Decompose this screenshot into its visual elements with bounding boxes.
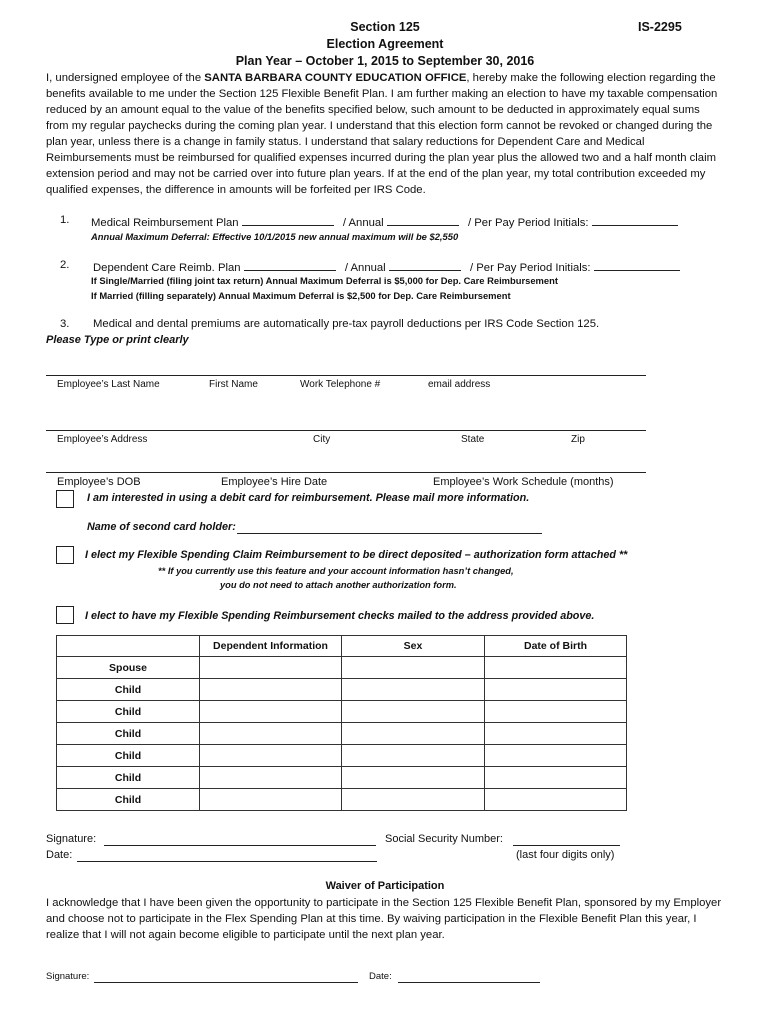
ssn-note: (last four digits only) xyxy=(516,849,615,861)
form-title-plan-year: Plan Year – October 1, 2015 to September 30, 2016 xyxy=(235,54,535,68)
header-dependent-info: Dependent Information xyxy=(200,636,342,657)
dependent-info-cell[interactable] xyxy=(200,723,342,745)
sex-cell[interactable] xyxy=(342,657,485,679)
please-type-note: Please Type or print clearly xyxy=(46,334,189,346)
waiver-title: Waiver of Participation xyxy=(325,880,445,892)
dependent-info-cell[interactable] xyxy=(200,767,342,789)
row-label-spouse: Spouse xyxy=(57,657,200,679)
dob-cell[interactable] xyxy=(485,657,627,679)
row2-line[interactable] xyxy=(46,430,646,431)
sex-cell[interactable] xyxy=(342,789,485,811)
signature-field[interactable] xyxy=(104,845,376,846)
row-label-child: Child xyxy=(57,723,200,745)
table-row xyxy=(57,679,627,701)
work-schedule-label: Employee’s Work Schedule (months) xyxy=(433,476,614,488)
row-label-child: Child xyxy=(57,745,200,767)
table-row xyxy=(57,745,627,767)
direct-deposit-note-2: you do not need to attach another authorization form. xyxy=(220,580,457,590)
medical-initials-field[interactable] xyxy=(592,214,678,226)
direct-deposit-note-1: ** If you currently use this feature and your account information hasn’t changed, xyxy=(158,566,514,576)
dob-cell[interactable] xyxy=(485,701,627,723)
header-relationship xyxy=(57,636,200,657)
direct-deposit-checkbox[interactable] xyxy=(56,546,74,564)
dependent-info-cell[interactable] xyxy=(200,745,342,767)
item-1-label: Medical Reimbursement Plan / Annual / Per Pay Period Initials: xyxy=(91,214,678,229)
form-title-section: Section 125 xyxy=(350,20,420,34)
table-row xyxy=(57,657,627,679)
second-card-holder-field[interactable] xyxy=(237,533,542,534)
sex-cell[interactable] xyxy=(342,701,485,723)
dependent-care-amount-field[interactable] xyxy=(244,259,336,271)
email-label: email address xyxy=(428,379,491,390)
dob-cell[interactable] xyxy=(485,723,627,745)
date-label: Date: xyxy=(46,849,73,861)
dependent-table xyxy=(56,635,627,811)
dob-cell[interactable] xyxy=(485,679,627,701)
table-row xyxy=(57,789,627,811)
item-3-label: Medical and dental premiums are automatically pre-tax payroll deductions per IRS Code Section 125. xyxy=(93,318,600,330)
first-name-label: First Name xyxy=(209,379,258,390)
header-dob: Date of Birth xyxy=(485,636,627,657)
dependent-info-cell[interactable] xyxy=(200,657,342,679)
mailed-checks-option-label: I elect to have my Flexible Spending Reimbursement checks mailed to the address provided above. xyxy=(85,610,595,622)
mailed-checks-checkbox[interactable] xyxy=(56,606,74,624)
debit-card-option-label: I am interested in using a debit card for reimbursement. Please mail more information. xyxy=(87,492,530,504)
work-phone-label: Work Telephone # xyxy=(300,379,381,390)
medical-amount-field[interactable] xyxy=(242,214,334,226)
dependent-care-initials-field[interactable] xyxy=(594,259,680,271)
hire-date-label: Employee’s Hire Date xyxy=(221,476,328,488)
header-sex: Sex xyxy=(342,636,485,657)
date-field[interactable] xyxy=(77,861,377,862)
row-label-child: Child xyxy=(57,701,200,723)
row1-line[interactable] xyxy=(46,375,646,376)
dependent-info-cell[interactable] xyxy=(200,679,342,701)
dependent-table-header xyxy=(57,636,627,657)
dob-cell[interactable] xyxy=(485,745,627,767)
waiver-signature-label: Signature: xyxy=(46,971,90,982)
row-label-child: Child xyxy=(57,789,200,811)
form-id: IS-2295 xyxy=(638,20,682,34)
item-2-note-single: If Single/Married (filing joint tax return) Annual Maximum Deferral is $5,000 for Dep. Care Reimbursement xyxy=(91,275,558,286)
waiver-text: I acknowledge that I have been given the opportunity to participate in the Section 125 Flexible Benefit Plan, sponsored by my Employer and choose not to participate in the Flex Spending Plan at this time. By waiving participation in the Flexible Benefit Plan this year, I realize that I will not again become eligible to participate until the next plan year. xyxy=(46,897,722,941)
city-label: City xyxy=(313,434,331,445)
dob-label: Employee’s DOB xyxy=(57,476,141,488)
dob-cell[interactable] xyxy=(485,789,627,811)
organization-name: SANTA BARBARA COUNTY EDUCATION OFFICE xyxy=(204,72,467,84)
waiver-date-field[interactable] xyxy=(398,982,540,983)
signature-label: Signature: xyxy=(46,833,97,845)
state-label: State xyxy=(461,434,485,445)
dependent-care-annual-field[interactable] xyxy=(389,259,461,271)
row3-line[interactable] xyxy=(46,472,646,473)
intro-paragraph: I, undersigned employee of the SANTA BARBARA COUNTY EDUCATION OFFICE, hereby make the following election regarding the benefits available to me under the Section 125 Flexible Benefit Plan. I am further making an election to have my taxable compensation reduced by an amount equal to the value of the benefits specified below, such amount to be deducted in approximately equal sums from my regular paychecks during the coming plan year. I understand that this election form cannot be revoked or changed during the plan year, unless there is a change in family status. I understand that salary reductions for Dependent Care and Medical Reimbursements must be reimbursed for qualified expenses incurred during the plan year plus the allowed two and a half month claim extension period and may not be carried over into future plan years. If at the end of the plan year, my total contribution exceeded my qualified expenses, the difference in amounts will be forfeited per IRS Code. xyxy=(46,72,718,196)
item-2-number: 2. xyxy=(60,259,70,271)
form-title-agreement: Election Agreement xyxy=(326,37,444,51)
item-3-number: 3. xyxy=(60,318,70,330)
waiver-signature-field[interactable] xyxy=(94,982,358,983)
table-row xyxy=(57,723,627,745)
row-label-child: Child xyxy=(57,767,200,789)
zip-label: Zip xyxy=(571,434,585,445)
debit-card-checkbox[interactable] xyxy=(56,490,74,508)
item-2-label: Dependent Care Reimb. Plan / Annual / Per Pay Period Initials: xyxy=(93,259,680,274)
last-name-label: Employee’s Last Name xyxy=(57,379,160,390)
sex-cell[interactable] xyxy=(342,679,485,701)
sex-cell[interactable] xyxy=(342,745,485,767)
second-card-holder-label: Name of second card holder: xyxy=(87,521,236,533)
item-1-note: Annual Maximum Deferral: Effective 10/1/2015 new annual maximum will be $2,550 xyxy=(91,231,459,242)
direct-deposit-option-label: I elect my Flexible Spending Claim Reimbursement to be direct deposited – authorization form attached ** xyxy=(85,549,628,561)
row-label-child: Child xyxy=(57,679,200,701)
item-2-note-married: If Married (filling separately) Annual Maximum Deferral is $2,500 for Dep. Care Reimbursement xyxy=(91,290,511,301)
dependent-info-cell[interactable] xyxy=(200,789,342,811)
address-label: Employee’s Address xyxy=(57,434,148,445)
sex-cell[interactable] xyxy=(342,767,485,789)
table-row xyxy=(57,767,627,789)
ssn-field[interactable] xyxy=(513,845,620,846)
sex-cell[interactable] xyxy=(342,723,485,745)
table-row xyxy=(57,701,627,723)
item-1-number: 1. xyxy=(60,214,70,226)
dob-cell[interactable] xyxy=(485,767,627,789)
medical-annual-field[interactable] xyxy=(387,214,459,226)
ssn-label: Social Security Number: xyxy=(385,833,503,845)
dependent-info-cell[interactable] xyxy=(200,701,342,723)
waiver-date-label: Date: xyxy=(369,971,392,982)
